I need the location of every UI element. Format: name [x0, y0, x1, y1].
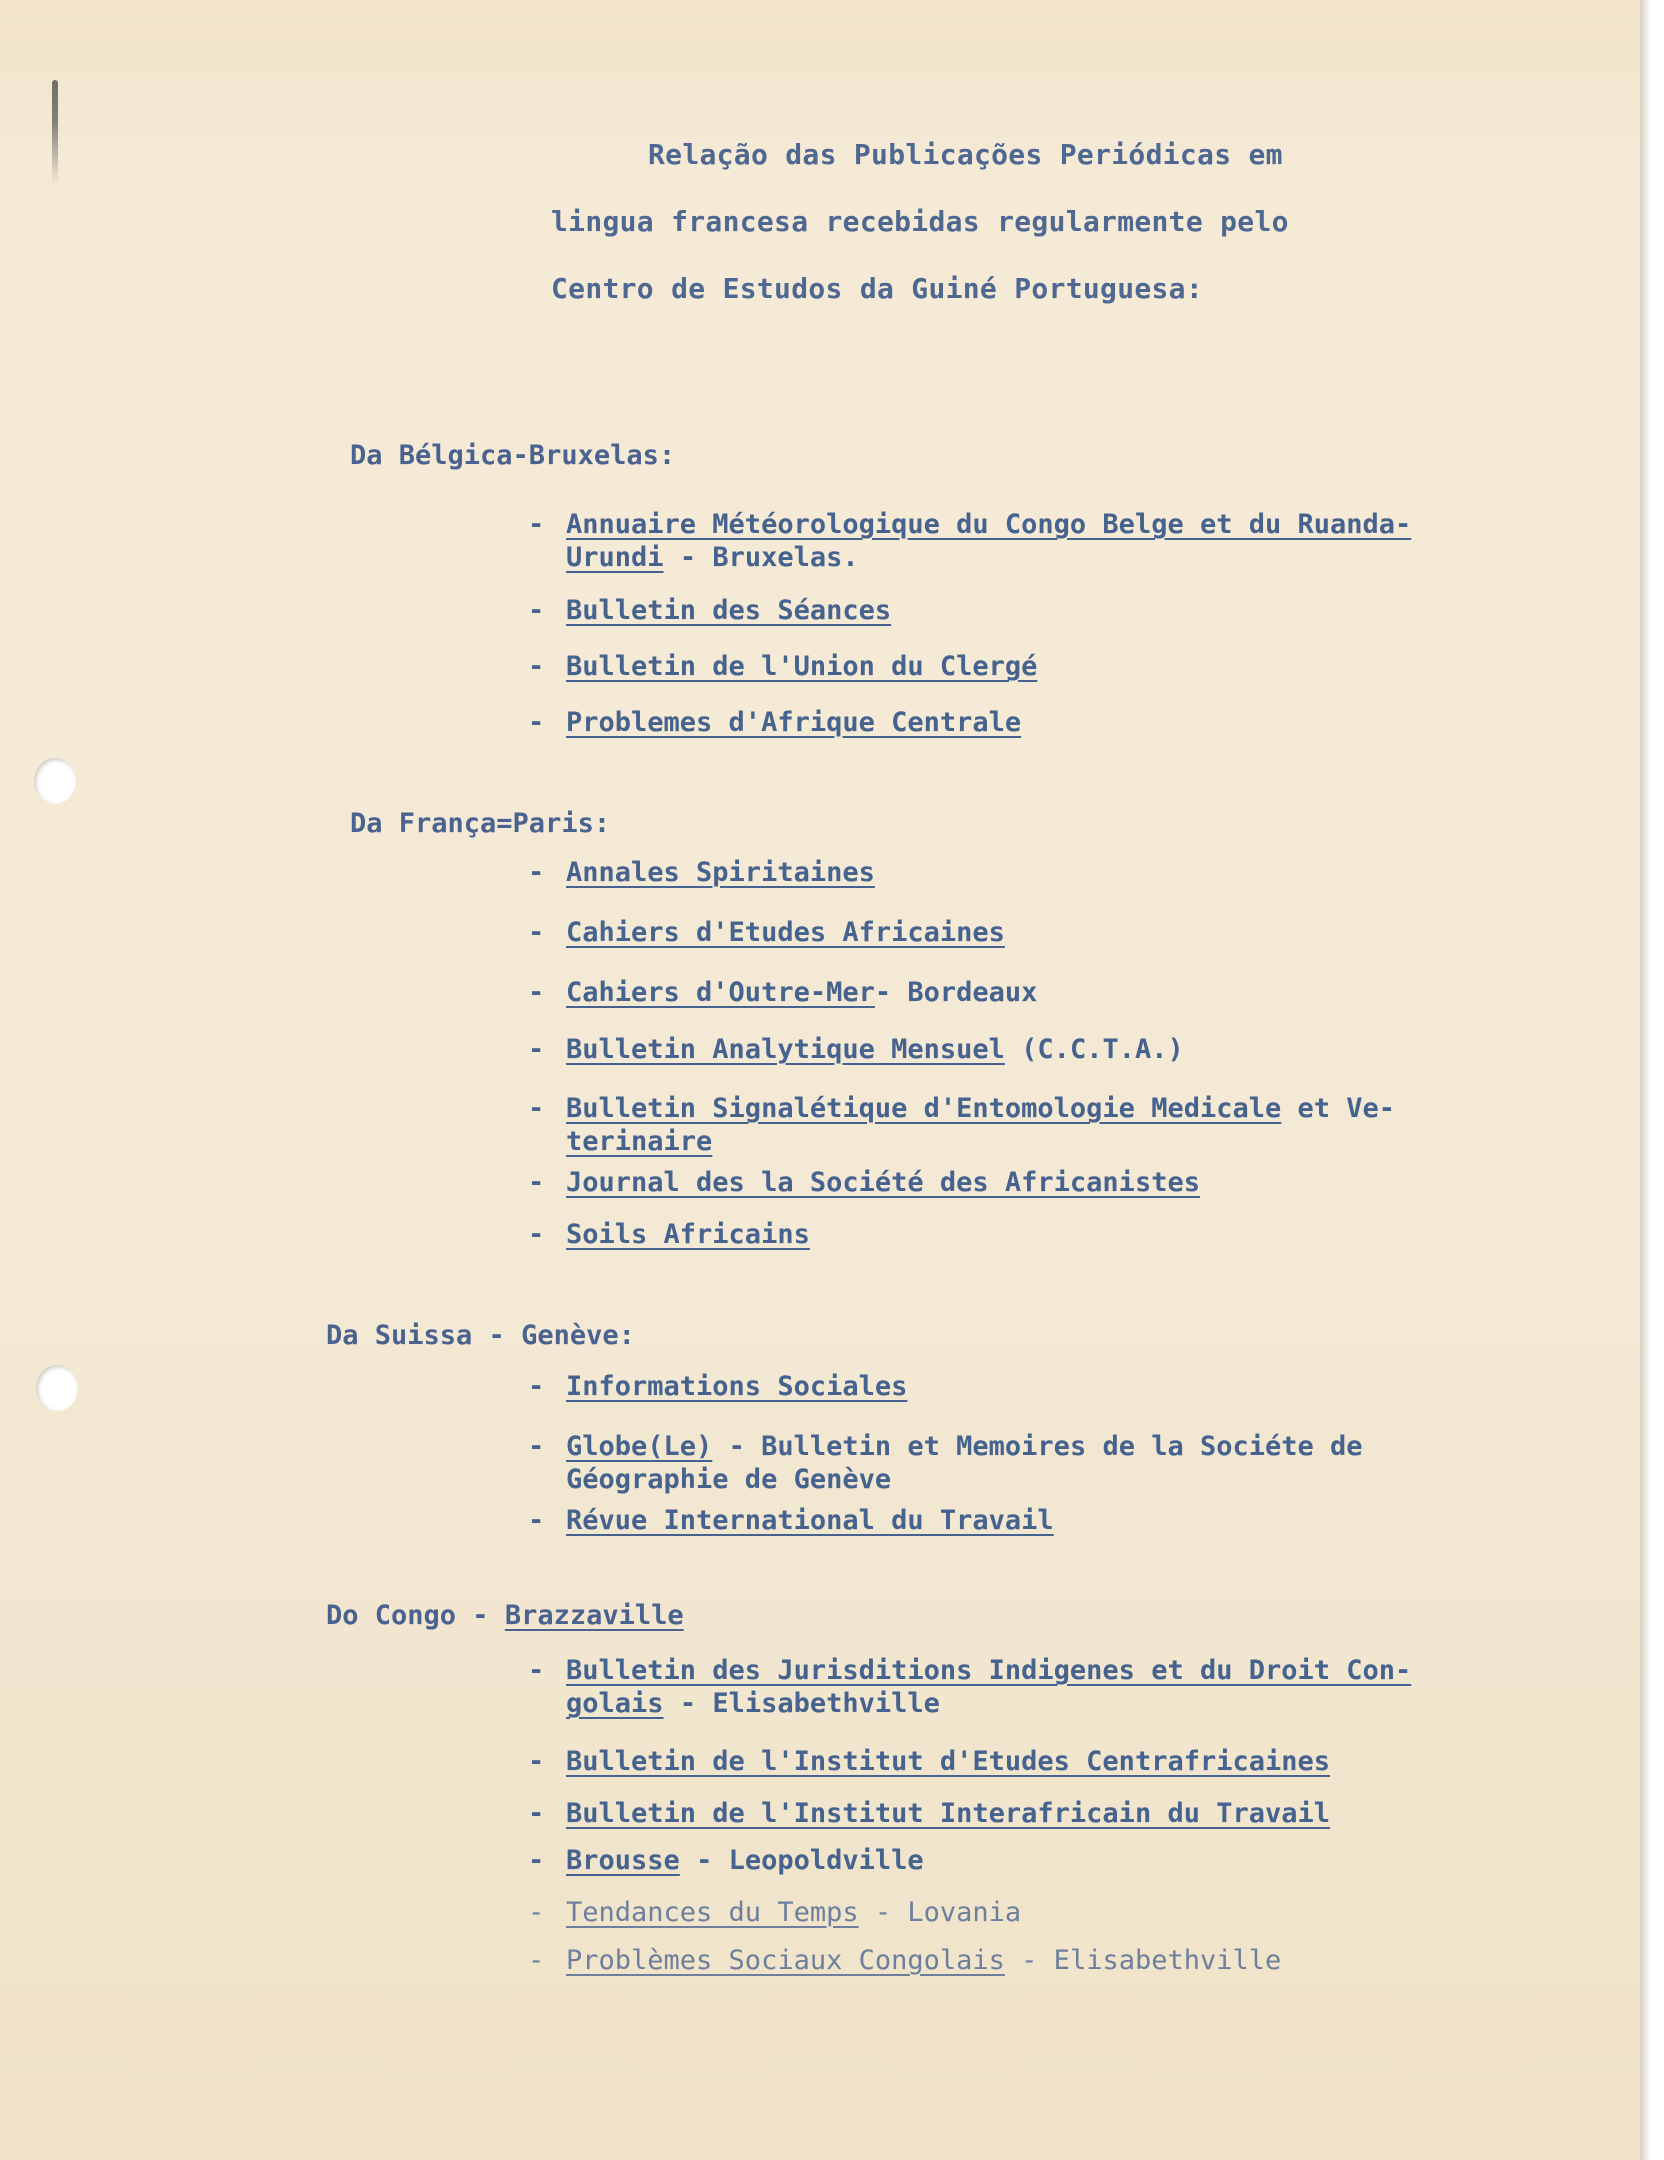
list-item	[528, 1430, 1618, 1496]
publication-title-cont: golais	[566, 1688, 664, 1719]
publication-title: Problèmes Sociaux Congolais	[566, 1945, 1005, 1976]
publication-title-cont: terinaire	[566, 1126, 713, 1157]
section-heading-belgium: Da Bélgica-Bruxelas:	[350, 440, 676, 471]
publication-place: - Elisabethville	[1021, 1945, 1282, 1976]
punch-hole	[36, 1365, 78, 1411]
title-line: Centro de Estudos da Guiné Portuguesa:	[551, 272, 1203, 305]
list-dash: -	[528, 1505, 545, 1536]
publication-place: - Bordeaux	[874, 977, 1038, 1008]
publication-title: Globe(Le)	[566, 1431, 713, 1462]
publication-title-cont: Urundi	[566, 542, 664, 573]
list-dash: -	[528, 1746, 545, 1777]
list-item	[528, 508, 1618, 574]
publication-title: Brousse	[566, 1845, 680, 1876]
publication-title: Problemes d'Afrique Centrale	[566, 707, 1022, 738]
section-heading-switzerland: Da Suissa - Genève:	[326, 1320, 635, 1351]
page-edge	[1640, 0, 1664, 2160]
publication-title: Bulletin Analytique Mensuel	[566, 1034, 1005, 1065]
staple-mark	[52, 80, 58, 185]
list-dash: -	[528, 977, 545, 1008]
publication-title: Annales Spiritaines	[566, 857, 875, 888]
publication-title: Cahiers d'Etudes Africaines	[566, 917, 1005, 948]
section-heading-congo	[326, 1600, 684, 1631]
publication-note: (C.C.T.A.)	[1021, 1034, 1184, 1065]
list-dash: -	[528, 1897, 545, 1928]
publication-subtitle: - Bulletin et Memoires de la Sociéte de	[728, 1431, 1363, 1462]
list-dash: -	[528, 1034, 545, 1065]
publication-title: Bulletin des Jurisditions Indigenes et du Droit Con-	[566, 1655, 1412, 1686]
publication-title: Annuaire Météorologique du Congo Belge et du Ruanda-	[566, 509, 1412, 540]
list-dash: -	[528, 1845, 545, 1876]
list-dash: -	[528, 857, 545, 888]
list-dash: -	[528, 509, 545, 540]
list-dash: -	[528, 651, 545, 682]
list-dash: -	[528, 1167, 545, 1198]
punch-hole	[34, 758, 76, 804]
list-dash: -	[528, 1655, 545, 1686]
list-item	[528, 1654, 1618, 1720]
publication-title: Bulletin de l'Institut d'Etudes Centrafricaines	[566, 1746, 1331, 1777]
list-dash: -	[528, 1219, 545, 1250]
publication-place: - Elisabethville	[679, 1688, 940, 1719]
publication-title: Cahiers d'Outre-Mer	[566, 977, 875, 1008]
section-heading-france: Da França=Paris:	[350, 808, 611, 839]
list-dash: -	[528, 1371, 545, 1402]
publication-title: Bulletin Signalétique d'Entomologie Medicale	[566, 1093, 1282, 1124]
publication-title: Bulletin des Séances	[566, 595, 892, 626]
title-line: Relação das Publicações Periódicas em	[648, 138, 1283, 171]
publication-place: - Lovania	[874, 1897, 1022, 1928]
list-item	[528, 1092, 1618, 1158]
publication-title: Tendances du Temps	[566, 1897, 859, 1928]
publication-place: - Leopoldville	[696, 1845, 924, 1876]
publication-subtitle-cont: Géographie de Genève	[566, 1464, 892, 1495]
publication-title: Informations Sociales	[566, 1371, 908, 1402]
list-dash: -	[528, 1093, 545, 1124]
publication-title-rest: et Ve-	[1297, 1093, 1396, 1124]
publication-title: Révue International du Travail	[566, 1505, 1054, 1536]
section-heading-city: Brazzaville	[504, 1600, 684, 1631]
publication-title: Bulletin de l'Institut Interafricain du Travail	[566, 1798, 1331, 1829]
list-dash: -	[528, 595, 545, 626]
list-dash: -	[528, 1798, 545, 1829]
publication-title: Journal des la Société des Africanistes	[566, 1167, 1200, 1198]
list-dash: -	[528, 1431, 545, 1462]
list-dash: -	[528, 707, 545, 738]
title-line: lingua francesa recebidas regularmente pelo	[551, 205, 1289, 238]
publication-place: - Bruxelas.	[679, 542, 859, 573]
list-dash: -	[528, 917, 545, 948]
publication-title: Bulletin de l'Union du Clergé	[566, 651, 1038, 682]
list-dash: -	[528, 1945, 545, 1976]
section-heading-text: Do Congo -	[326, 1600, 489, 1631]
publication-title: Soils Africains	[566, 1219, 810, 1250]
